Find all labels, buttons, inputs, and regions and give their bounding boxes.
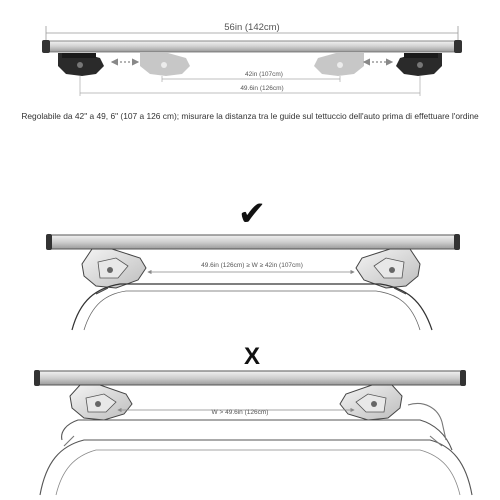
top-crossbar	[42, 40, 462, 53]
top-right-ghost-foot	[314, 53, 364, 76]
incorrect-crossbar	[34, 370, 466, 386]
top-panel	[42, 22, 462, 96]
overall-length-label: 56in (142cm)	[224, 22, 280, 33]
incorrect-fit-condition: W > 49.6in (126cm)	[211, 409, 269, 416]
correct-fit-condition: 49.6in (126cm) ≥ W ≥ 42in (107cm)	[201, 262, 303, 269]
cross-icon: X	[243, 343, 261, 370]
incorrect-right-foot	[340, 385, 402, 420]
incorrect-fit-panel	[34, 343, 472, 495]
correct-fit-panel	[46, 194, 460, 330]
top-left-foot	[58, 53, 104, 76]
correct-left-foot	[82, 249, 146, 288]
checkmark-icon: ✔	[237, 194, 267, 234]
instruction-note: Regolabile da 42" a 49, 6" (107 a 126 cm); misurare la distanza tra le guide sul tettuccio dell'auto prima di effettuare l'ordine	[21, 111, 479, 121]
min-spacing-label: 42in (107cm)	[245, 71, 283, 78]
correct-crossbar	[46, 234, 460, 250]
incorrect-left-foot	[70, 385, 132, 420]
max-spacing-label: 49.6in (126cm)	[240, 85, 284, 92]
correct-car-roof	[72, 284, 432, 330]
correct-right-foot	[356, 249, 420, 288]
top-left-ghost-foot	[140, 53, 190, 76]
top-right-foot	[396, 53, 442, 76]
